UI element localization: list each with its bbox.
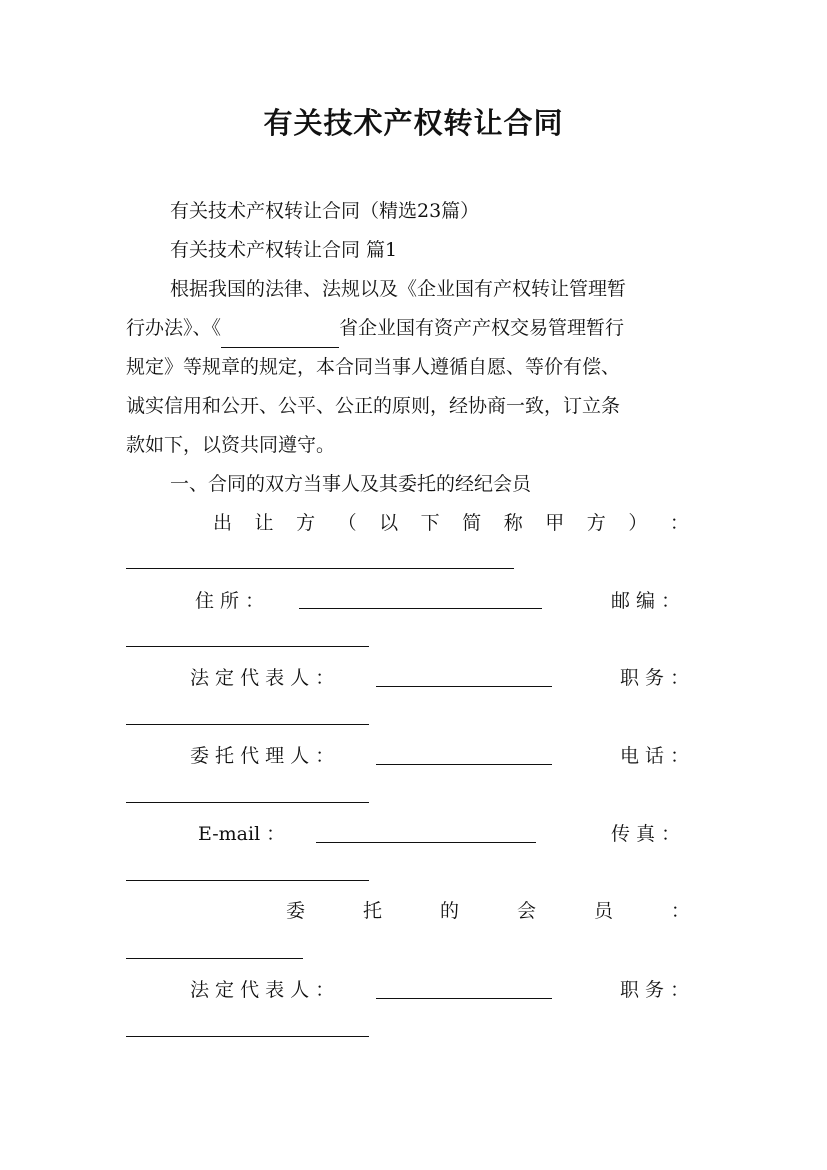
- entrusted-char: 会: [516, 900, 536, 922]
- section-heading: 有关技术产权转让合同 篇1: [170, 239, 398, 261]
- position-blank-2[interactable]: [126, 1035, 369, 1037]
- entrusted-char: 的: [439, 900, 459, 922]
- transferor-char: 下: [420, 512, 440, 534]
- paragraph-line-4: 诚实信用和公开、公平、公正的原则，经协商一致，订立条: [126, 395, 621, 417]
- agent-label: 委 托 代 理 人 ：: [190, 745, 335, 767]
- transferor-blank[interactable]: [126, 567, 514, 569]
- transferor-char: ）: [628, 512, 648, 534]
- entrusted-member-blank[interactable]: [126, 957, 303, 959]
- legal-rep-blank-2[interactable]: [376, 997, 552, 999]
- paragraph-line-2: [126, 309, 716, 348]
- paragraph-line-2-end: 省企业国有资产产权交易管理暂行: [339, 317, 625, 339]
- legal-rep-label-2: 法 定 代 表 人 ：: [190, 979, 335, 1001]
- transferor-label: [213, 504, 689, 543]
- paragraph-line-2-start: 行办法》、《: [126, 317, 222, 339]
- province-blank[interactable]: [221, 323, 339, 348]
- phone-blank[interactable]: [126, 801, 369, 803]
- transferor-char: 让: [254, 512, 274, 534]
- transferor-char: 称: [503, 512, 523, 534]
- email-blank[interactable]: [316, 841, 536, 843]
- position-label: 职 务 ：: [620, 667, 690, 689]
- transferor-char: 以: [379, 512, 399, 534]
- position-label-2: 职 务 ：: [620, 979, 690, 1001]
- entrusted-char: 员: [593, 900, 613, 922]
- fax-label: 传 真 ：: [611, 823, 681, 845]
- fax-blank[interactable]: [126, 879, 369, 881]
- entrusted-char: 委: [286, 900, 306, 922]
- phone-label: 电 话 ：: [620, 745, 690, 767]
- entrusted-member-label: [286, 892, 690, 931]
- transferor-char: 甲: [545, 512, 565, 534]
- document-subtitle: 有关技术产权转让合同（精选23篇）: [170, 200, 480, 222]
- document-title: 有关技术产权转让合同: [263, 106, 564, 140]
- transferor-char: （: [337, 512, 357, 534]
- entrusted-char: 托: [362, 900, 382, 922]
- paragraph-line-5: 款如下，以资共同遵守。: [126, 434, 336, 456]
- clause-1-heading: 一、合同的双方当事人及其委托的经纪会员: [170, 473, 532, 495]
- paragraph-line-1: 根据我国的法律、法规以及《企业国有产权转让管理暂: [170, 278, 627, 300]
- legal-rep-label: 法 定 代 表 人 ：: [190, 667, 335, 689]
- postcode-label: 邮 编 ：: [611, 590, 681, 612]
- agent-blank[interactable]: [376, 763, 552, 765]
- legal-rep-blank[interactable]: [376, 685, 552, 687]
- transferor-char: ：: [669, 512, 689, 534]
- address-label: 住 所 ：: [195, 590, 265, 612]
- postcode-blank[interactable]: [126, 645, 369, 647]
- transferor-char: 方: [296, 512, 316, 534]
- entrusted-char: ：: [670, 900, 690, 922]
- address-blank[interactable]: [299, 607, 542, 609]
- transferor-char: 简: [462, 512, 482, 534]
- position-blank[interactable]: [126, 723, 369, 725]
- paragraph-line-3: 规定》等规章的规定，本合同当事人遵循自愿、等价有偿、: [126, 356, 621, 378]
- transferor-char: 出: [213, 512, 233, 534]
- transferor-char: 方: [586, 512, 606, 534]
- email-label: E-mail ：: [198, 823, 286, 845]
